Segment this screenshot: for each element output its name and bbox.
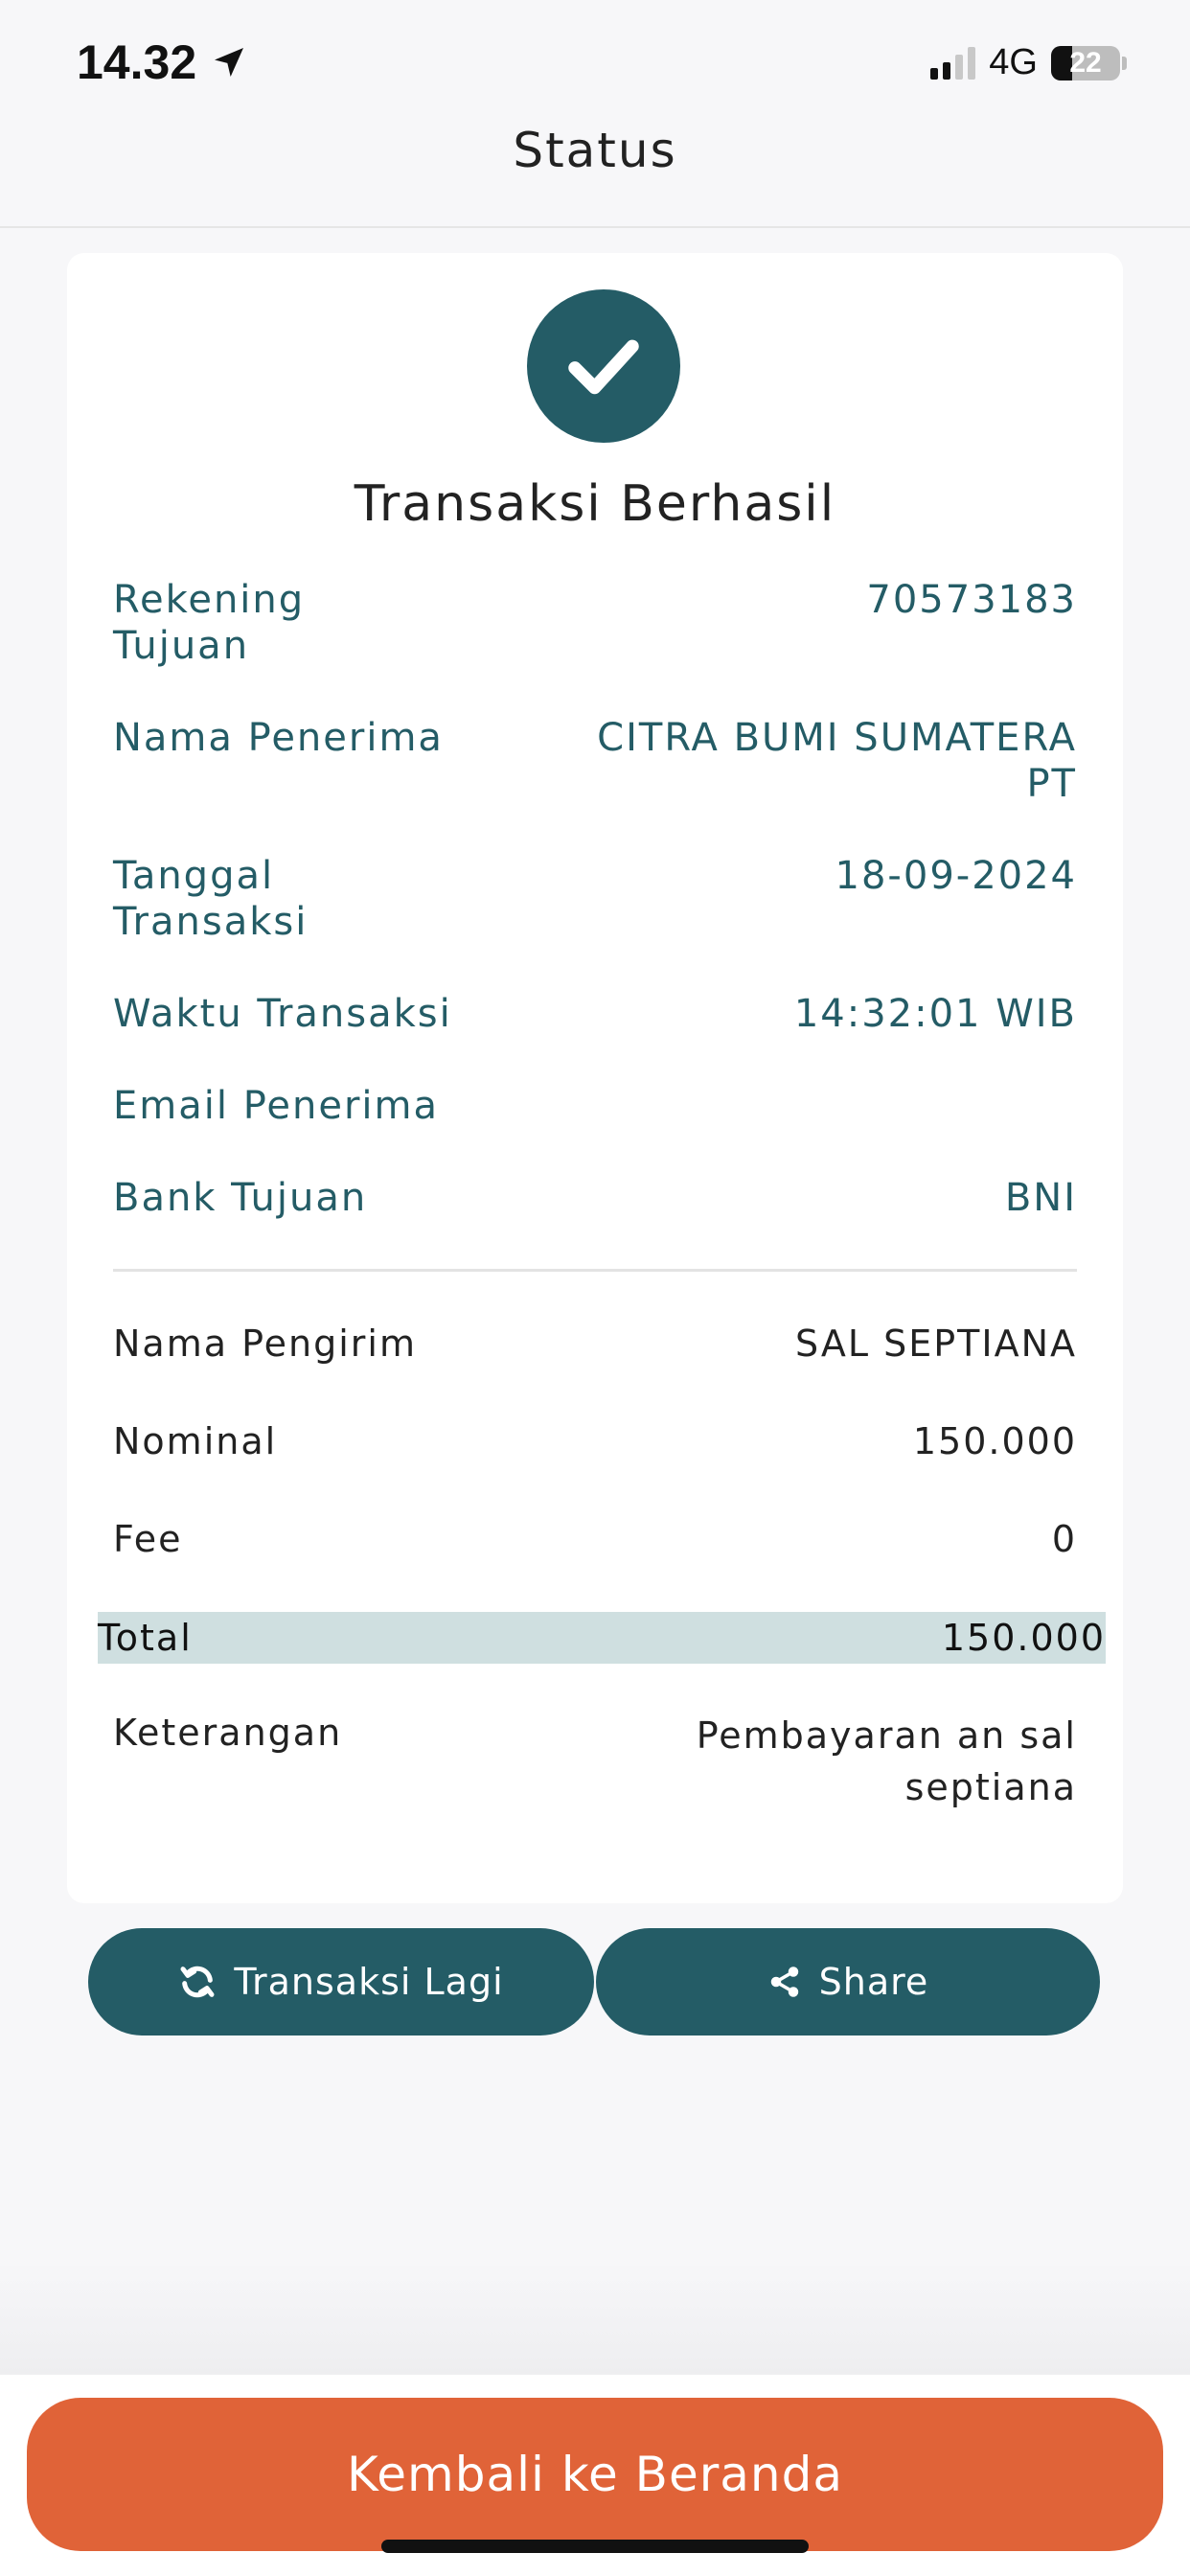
bottom-fade: [0, 2262, 1190, 2377]
share-icon: [767, 1965, 802, 1999]
detail-row-rekening: [113, 577, 1077, 669]
email-label: Email Penerima: [113, 1084, 439, 1128]
check-icon: [561, 323, 647, 409]
total-value: 150.000: [941, 1617, 1106, 1659]
nominal-value: 150.000: [912, 1420, 1077, 1462]
share-label: Share: [818, 1961, 929, 2003]
fee-label: Fee: [113, 1518, 183, 1560]
summary-row-fee: [113, 1516, 1077, 1562]
transaksi-lagi-label: Transaksi Lagi: [234, 1961, 504, 2003]
summary-row-pengirim: [113, 1321, 1077, 1367]
summary-row-total: [98, 1612, 1106, 1664]
detail-row-waktu: [113, 991, 1077, 1037]
tanggal-label: Tanggal Transaksi: [113, 854, 309, 944]
signal-icon: [930, 47, 975, 80]
page-title: Status: [513, 123, 677, 178]
detail-row-nama-penerima: [113, 715, 1077, 807]
pengirim-label: Nama Pengirim: [113, 1322, 417, 1365]
kembali-ke-beranda-label: Kembali ke Beranda: [347, 2447, 843, 2502]
battery-level: 22: [1069, 46, 1102, 79]
rekening-label: Rekening Tujuan: [113, 578, 306, 668]
summary-row-nominal: [113, 1418, 1077, 1464]
detail-row-email: [113, 1083, 1077, 1129]
tanggal-value: 18-09-2024: [835, 854, 1077, 898]
location-arrow-icon: [210, 43, 248, 81]
status-bar: [0, 0, 1190, 125]
card-divider: [113, 1269, 1077, 1272]
keterangan-label: Keterangan: [113, 1712, 343, 1754]
waktu-value: 14:32:01 WIB: [793, 992, 1077, 1036]
transaksi-lagi-button[interactable]: [88, 1928, 594, 2036]
rekening-value: 70573183: [866, 578, 1077, 622]
success-title: Transaksi Berhasil: [354, 475, 836, 533]
share-button[interactable]: [596, 1928, 1100, 2036]
detail-row-bank: [113, 1175, 1077, 1221]
header-divider: [0, 226, 1190, 228]
success-badge: [527, 289, 680, 443]
total-label: Total: [98, 1617, 193, 1659]
status-time: [77, 34, 248, 90]
home-indicator: [381, 2540, 809, 2553]
bank-value: BNI: [1004, 1176, 1077, 1220]
keterangan-value: Pembayaran an sal septiana: [696, 1714, 1077, 1808]
status-time-text: 14.32: [77, 35, 197, 89]
status-indicators: [930, 42, 1127, 83]
pengirim-value: SAL SEPTIANA: [795, 1322, 1077, 1365]
nama-penerima-label: Nama Penerima: [113, 716, 444, 760]
waktu-label: Waktu Transaksi: [113, 992, 452, 1036]
nama-penerima-value: CITRA BUMI SUMATERA PT: [597, 716, 1077, 806]
fee-value: 0: [1051, 1518, 1077, 1560]
summary-row-keterangan: [113, 1710, 1077, 1813]
network-type: 4G: [989, 42, 1038, 82]
battery-icon: [1051, 46, 1120, 80]
nominal-label: Nominal: [113, 1420, 278, 1462]
bank-label: Bank Tujuan: [113, 1176, 368, 1220]
detail-row-tanggal: [113, 853, 1077, 945]
refresh-icon: [178, 1963, 217, 2001]
battery-tip: [1122, 57, 1127, 70]
kembali-ke-beranda-button[interactable]: [27, 2398, 1163, 2551]
